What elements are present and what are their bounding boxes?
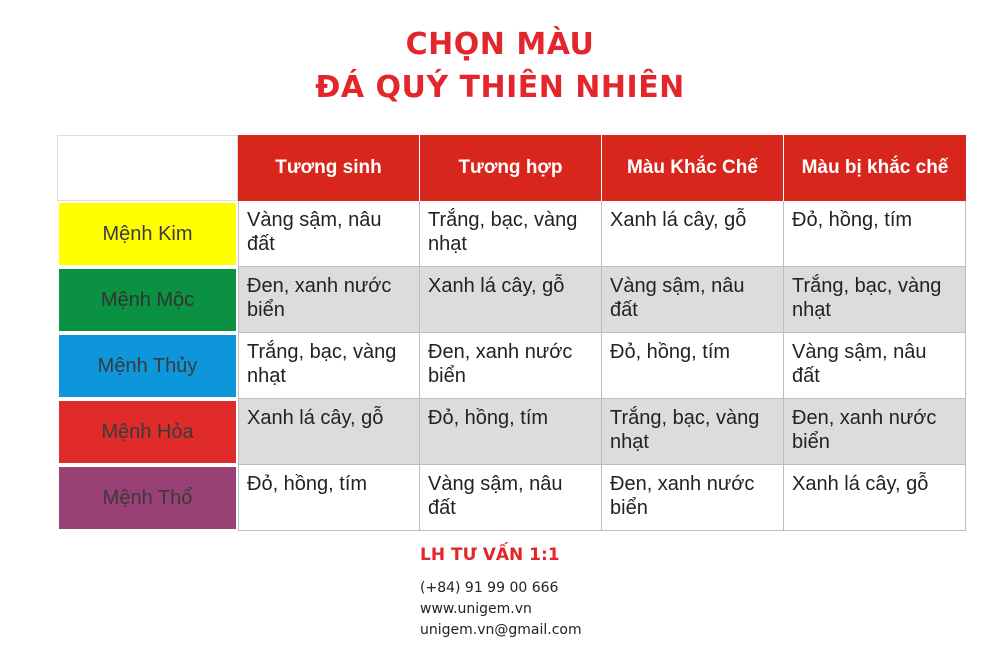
table-cell: Vàng sậm, nâu đất xyxy=(238,201,420,267)
row-label-menh-moc: Mệnh Mộc xyxy=(59,269,236,331)
table-cell: Đỏ, hồng, tím xyxy=(784,201,966,267)
page-title-line-2: ĐÁ QUÝ THIÊN NHIÊN xyxy=(315,70,685,105)
contact-website[interactable]: www.unigem.vn xyxy=(420,601,532,617)
table-cell: Đen, xanh nước biển xyxy=(784,399,966,465)
table-cell: Trắng, bạc, vàng nhạt xyxy=(238,333,420,399)
page-title-line-1: CHỌN MÀU xyxy=(405,27,595,62)
row-label-menh-kim: Mệnh Kim xyxy=(59,203,236,265)
table-cell: Đỏ, hồng, tím xyxy=(420,399,602,465)
table-cell: Đen, xanh nước biển xyxy=(602,465,784,531)
row-label-menh-hoa: Mệnh Hỏa xyxy=(59,401,236,463)
table-cell: Đỏ, hồng, tím xyxy=(238,465,420,531)
table-cell: Trắng, bạc, vàng nhạt xyxy=(784,267,966,333)
header-mau-bi-khac-che: Màu bị khắc chế xyxy=(784,135,966,201)
table-cell: Đen, xanh nước biển xyxy=(420,333,602,399)
contact-email[interactable]: unigem.vn@gmail.com xyxy=(420,622,582,638)
table-cell: Xanh lá cây, gỗ xyxy=(420,267,602,333)
table-cell: Xanh lá cây, gỗ xyxy=(784,465,966,531)
table-cell: Vàng sậm, nâu đất xyxy=(602,267,784,333)
row-label-menh-tho: Mệnh Thổ xyxy=(59,467,236,529)
table-corner-cell xyxy=(57,135,238,201)
header-mau-khac-che: Màu Khắc Chế xyxy=(602,135,784,201)
header-tuong-sinh: Tương sinh xyxy=(238,135,420,201)
table-cell: Xanh lá cây, gỗ xyxy=(238,399,420,465)
contact-phone: (+84) 91 99 00 666 xyxy=(420,580,559,596)
header-tuong-hop: Tương hợp xyxy=(420,135,602,201)
table-cell: Vàng sậm, nâu đất xyxy=(420,465,602,531)
row-label-menh-thuy: Mệnh Thủy xyxy=(59,335,236,397)
table-cell: Đen, xanh nước biển xyxy=(238,267,420,333)
contact-heading: LH TƯ VẤN 1:1 xyxy=(420,545,560,565)
table-cell: Trắng, bạc, vàng nhạt xyxy=(420,201,602,267)
table-cell: Xanh lá cây, gỗ xyxy=(602,201,784,267)
table-cell: Trắng, bạc, vàng nhạt xyxy=(602,399,784,465)
table-cell: Vàng sậm, nâu đất xyxy=(784,333,966,399)
table-cell: Đỏ, hồng, tím xyxy=(602,333,784,399)
